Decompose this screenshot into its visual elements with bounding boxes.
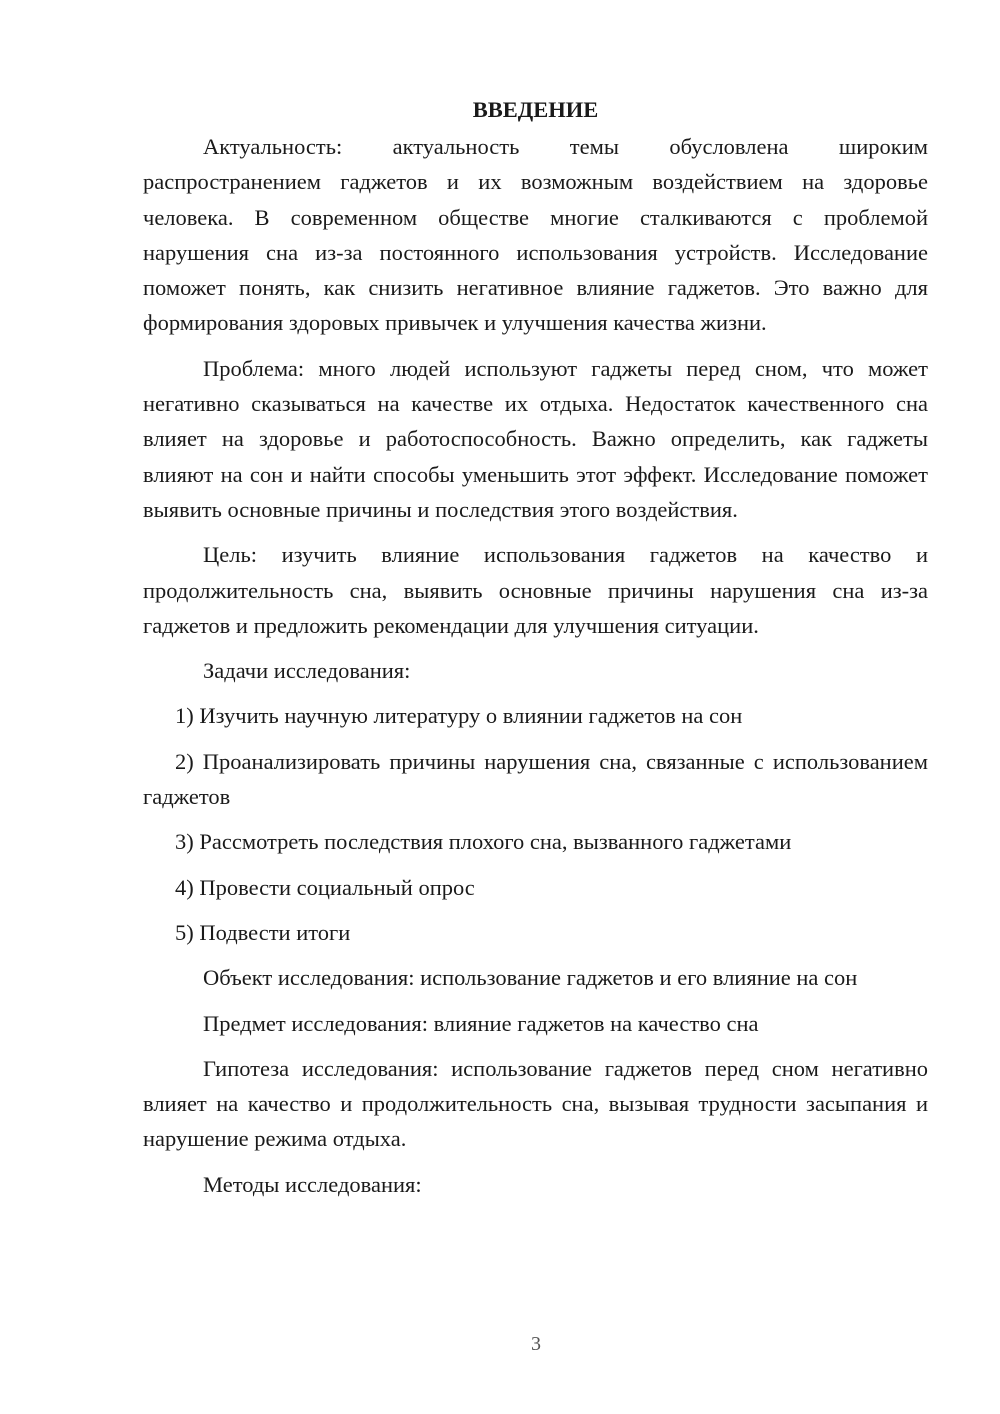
paragraph-object: Объект исследования: использование гаджетов и его влияние на сон	[203, 965, 858, 991]
paragraph-relevance: Актуальность: актуальность темы обусловлена широким распространением гаджетов и их возможным воздействием на здоровье человека. В современном обществе многие сталкиваются с проблемой нарушения сна из-за постоянного использования устройств. Исследование поможет понять, как снизить негативное влияние гаджетов. Это важно для формирования здоровых привычек и улучшения качества жизни.	[143, 134, 928, 336]
paragraph-problem: Проблема: много людей используют гаджеты перед сном, что может негативно сказываться на качестве их отдыха. Недостаток качественного сна влияет на здоровье и работоспособность. Важно определить, как гаджеты влияют на сон и найти способы уменьшить этот эффект. Исследование поможет выявить основные причины и последствия этого воздействия.	[143, 355, 928, 522]
task-item-5: 5) Подвести итоги	[175, 919, 351, 945]
section-title: ВВЕДЕНИЕ	[472, 97, 599, 122]
paragraph-methods: Методы исследования:	[203, 1171, 422, 1197]
task-item-4: 4) Провести социальный опрос	[175, 874, 475, 900]
paragraph-hypothesis: Гипотеза исследования: использование гаджетов перед сном негативно влияет на качество и продолжительность сна, вызывая трудности засыпания и нарушение режима отдыха.	[143, 1055, 928, 1152]
task-item-2: 2) Проанализировать причины нарушения сна, связанные с использованием гаджетов	[143, 748, 928, 810]
task-item-1: 1) Изучить научную литературу о влиянии гаджетов на сон	[175, 703, 743, 729]
document-page	[143, 95, 928, 1212]
paragraph-goal: Цель: изучить влияние использования гаджетов на качество и продолжительность сна, выявить основные причины нарушения сна из-за гаджетов и предложить рекомендации для улучшения ситуации.	[143, 542, 928, 638]
paragraph-tasks-heading: Задачи исследования:	[203, 658, 411, 684]
page-number: 3	[531, 1333, 541, 1355]
task-item-3: 3) Рассмотреть последствия плохого сна, вызванного гаджетами	[175, 829, 792, 855]
paragraph-subject: Предмет исследования: влияние гаджетов на качество сна	[203, 1010, 759, 1036]
